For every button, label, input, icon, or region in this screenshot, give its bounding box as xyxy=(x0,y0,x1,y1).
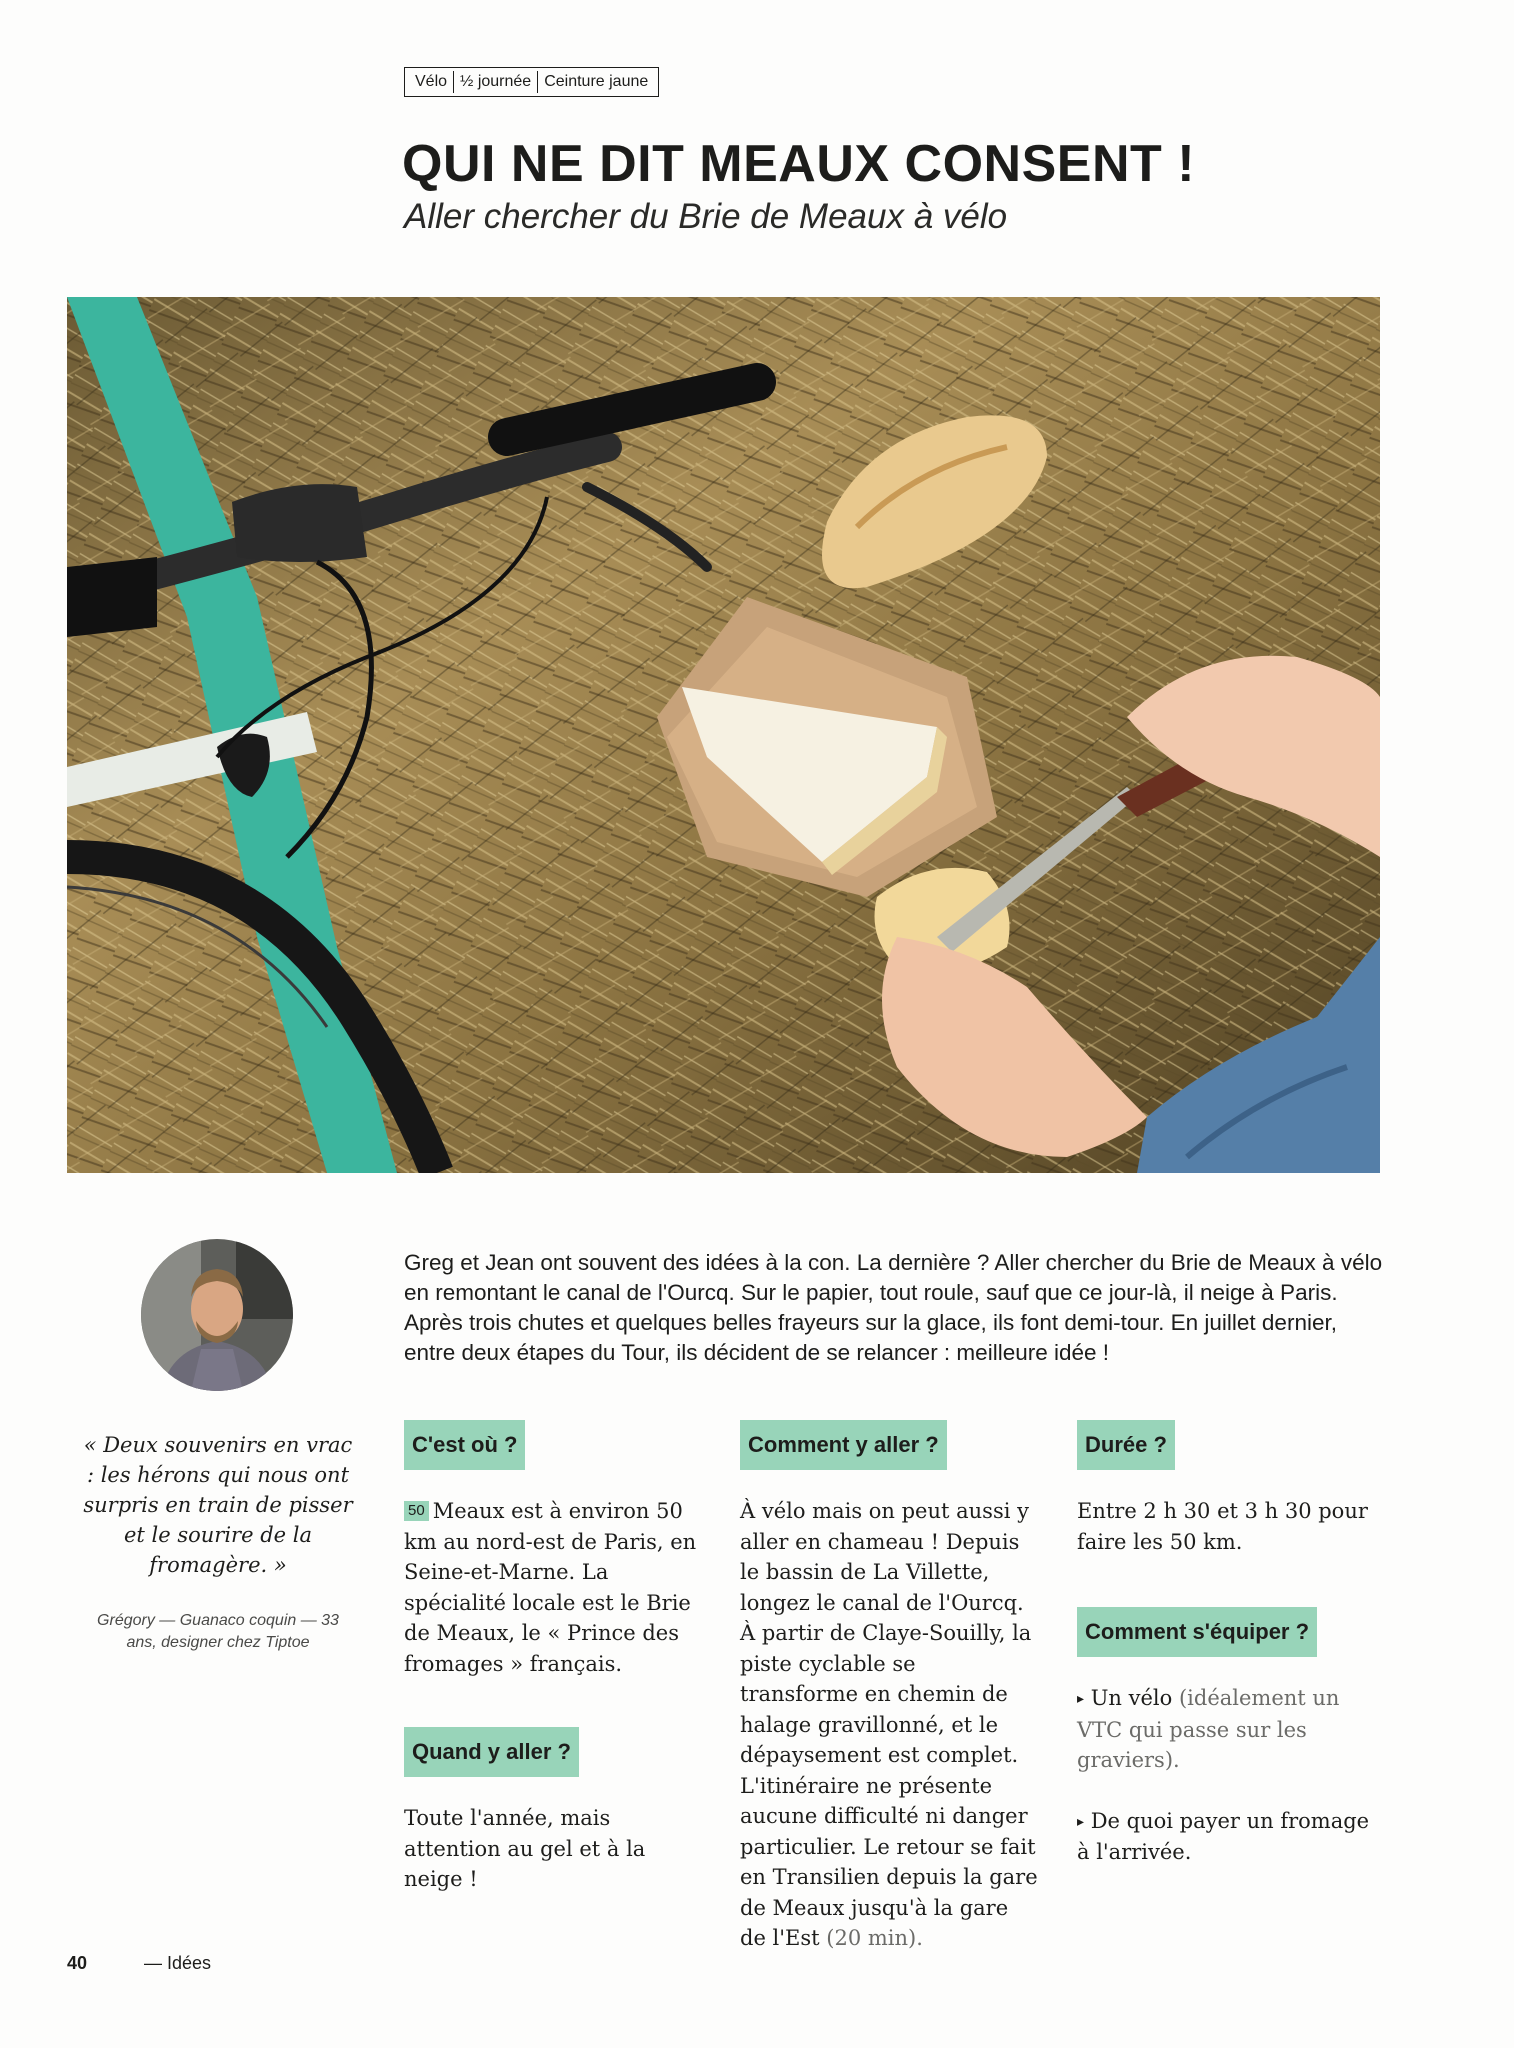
portrait-avatar-icon xyxy=(141,1239,293,1391)
section-body-where xyxy=(404,1496,704,1679)
section-heading-when: Quand y aller ? xyxy=(404,1727,579,1777)
equipment-item-money xyxy=(1077,1806,1377,1868)
tag-duration: ½ journée xyxy=(453,71,537,93)
testimonial-quote: « Deux souvenirs en vrac : les hérons qui nous ont surpris en train de pisser et le sourire de la fromagère. » xyxy=(83,1433,353,1577)
bullet-triangle-icon: ▸ xyxy=(1077,1691,1085,1707)
section-heading-how: Comment y aller ? xyxy=(740,1420,947,1470)
avatar xyxy=(141,1239,293,1391)
footer-section-label: — Idées xyxy=(144,1953,212,1973)
section-heading-equipment: Comment s'équiper ? xyxy=(1077,1607,1317,1657)
section-body-how-duration: (20 min). xyxy=(826,1926,923,1950)
bullet-triangle-icon: ▸ xyxy=(1077,1813,1085,1830)
map-number-badge: 50 xyxy=(404,1501,429,1521)
equipment-item-bike xyxy=(1077,1683,1377,1776)
equipment-item-bike-extra: (idéalement un VTC qui passe sur les graviers). xyxy=(1077,1686,1340,1772)
section-body-how-text: À vélo mais on peut aussi y aller en chameau ! Depuis le bassin de La Villette, longez le canal de l'Ourcq. À partir de Claye-Souilly, la piste cyclable se transforme en chemin de halage gravillonné, et le dépaysement est complet. L'itinéraire ne présente aucune difficulté ni danger particulier. Le retour se fait en Transilien depuis la gare de Meaux jusqu'à la gare de l'Est xyxy=(740,1499,1038,1950)
activity-tags xyxy=(404,67,659,97)
page-title: QUI NE DIT MEAUX CONSENT ! xyxy=(402,135,1196,193)
tag-level: Ceinture jaune xyxy=(537,71,654,93)
section-heading-where: C'est où ? xyxy=(404,1420,525,1470)
section-body-where-text: Meaux est à environ 50 km au nord-est de Paris, en Seine-et-Marne. La spécialité locale est le Brie de Meaux, le « Prince des fromages » français. xyxy=(404,1499,697,1676)
intro-paragraph: Greg et Jean ont souvent des idées à la con. La dernière ? Aller chercher du Brie de Meaux à vélo en remontant le canal de l'Ourcq. Sur le papier, tout roule, sauf que ce jour-là, il neige à Paris. Après trois chutes et quelques belles frayeurs sur la glace, ils font demi-tour. En juillet dernier, entre deux étapes du Tour, ils décident de se relancer : meilleure idée ! xyxy=(404,1250,1383,1365)
hero-photo xyxy=(67,297,1380,1173)
section-body-duration: Entre 2 h 30 et 3 h 30 pour faire les 50 km. xyxy=(1077,1499,1368,1554)
column-where-when xyxy=(404,1420,704,1895)
section-body-equipment xyxy=(1077,1683,1377,1868)
equipment-item-money-text: De quoi payer un fromage à l'arrivée. xyxy=(1077,1808,1370,1864)
section-body-when: Toute l'année, mais attention au gel et à la neige ! xyxy=(404,1806,646,1891)
section-body-how xyxy=(740,1496,1040,1954)
testimonial-credit: Grégory — Guanaco coquin — 33 ans, designer chez Tiptoe xyxy=(97,1612,339,1651)
page-subtitle: Aller chercher du Brie de Meaux à vélo xyxy=(404,197,1008,236)
equipment-item-bike-main: Un vélo xyxy=(1090,1686,1173,1710)
photo-bike-brie-straw-icon xyxy=(67,297,1380,1173)
tag-activity: Vélo xyxy=(415,73,448,90)
column-duration-equipment xyxy=(1077,1420,1377,1868)
page-number: 40 xyxy=(67,1953,88,1973)
section-heading-duration: Durée ? xyxy=(1077,1420,1175,1470)
column-how-to-get xyxy=(740,1420,1040,1954)
